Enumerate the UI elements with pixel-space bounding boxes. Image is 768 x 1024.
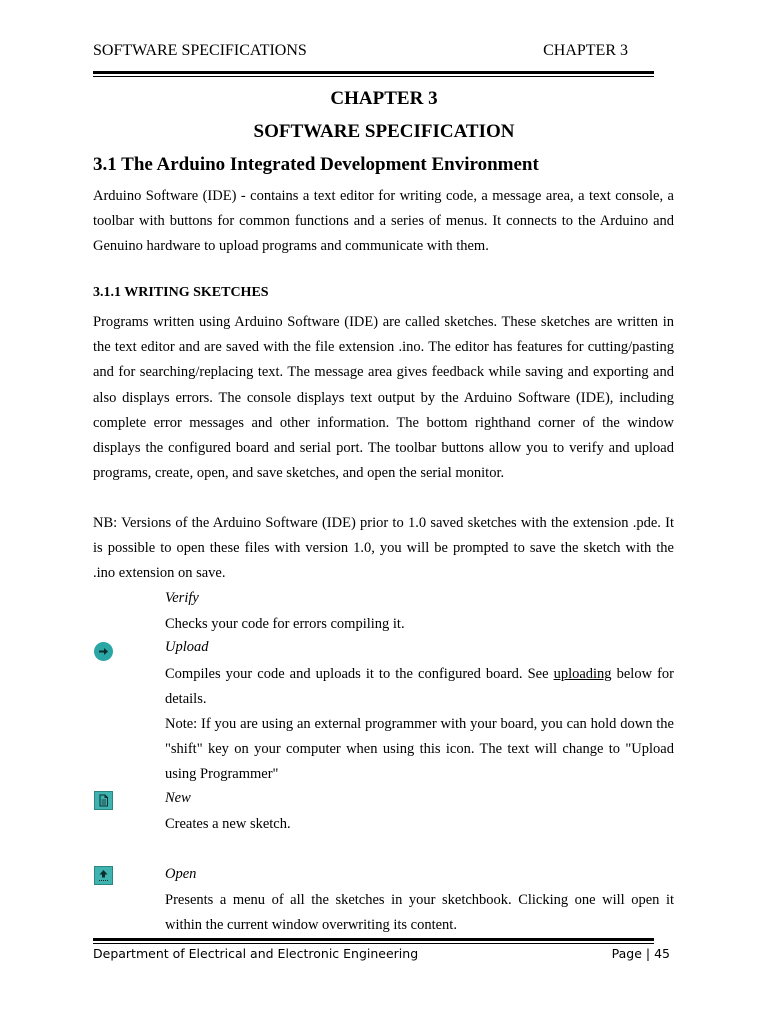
header-right-text: CHAPTER 3 [543,42,628,59]
header-rule-thin [93,76,654,77]
section-title: 3.1 The Arduino Integrated Development Environment [93,154,539,175]
nb-paragraph: NB: Versions of the Arduino Software (IDE) prior to 1.0 saved sketches with the extension .pde. It is possible to open these files with version 1.0, you will be prompted to save the sketch with the .ino extension on save. [93,515,674,582]
upload-label: Upload [165,639,209,655]
open-label: Open [165,866,197,882]
footer-rule-thick [93,938,654,941]
running-header [93,42,628,64]
subsection-title: 3.1.1 WRITING SKETCHES [93,285,269,300]
chapter-title: CHAPTER 3 [330,88,438,109]
uploading-link[interactable]: uploading [553,666,612,682]
footer-page-number: Page | 45 [611,946,670,961]
upload-arrow-icon [94,642,113,661]
page-footer [93,946,670,966]
verify-description: Checks your code for errors compiling it. [165,616,405,632]
verify-label: Verify [165,590,199,606]
upload-desc-after: below for details. [165,666,675,708]
new-description: Creates a new sketch. [165,816,291,832]
upload-desc-before: Compiles your code and uploads it to the configured board. See [165,666,554,682]
header-left-text: SOFTWARE SPECIFICATIONS [93,42,307,59]
upload-note: Note: If you are using an external programmer with your board, you can hold down the "shift" key on your computer when using this icon. The text will change to "Upload using Programmer" [165,716,674,783]
new-label: New [165,790,191,806]
new-document-icon [94,791,113,810]
footer-rule-thin [93,943,654,944]
intro-paragraph: Arduino Software (IDE) - contains a text editor for writing code, a message area, a text console, a toolbar with buttons for common functions and a series of menus. It connects to the Arduino and Genuino hardware to upload programs and communicate with them. [93,188,674,255]
footer-department: Department of Electrical and Electronic Engineering [93,946,419,961]
upload-description [165,662,674,712]
header-rule-thick [93,71,654,74]
open-upload-arrow-icon [94,866,113,885]
open-description: Presents a menu of all the sketches in your sketchbook. Clicking one will open it within the current window overwriting its content. [165,892,674,934]
writing-sketches-paragraph: Programs written using Arduino Software (IDE) are called sketches. These sketches are written in the text editor and are saved with the file extension .ino. The editor has features for cutting/pasting and for searching/replacing text. The message area gives feedback while saving and exporting and also displays errors. The console displays text output by the Arduino Software (IDE), including complete error messages and other information. The bottom righthand corner of the window displays the configured board and serial port. The toolbar buttons allow you to verify and upload programs, create, open, and save sketches, and open the serial monitor. [93,314,674,482]
spec-title: SOFTWARE SPECIFICATION [253,121,515,142]
